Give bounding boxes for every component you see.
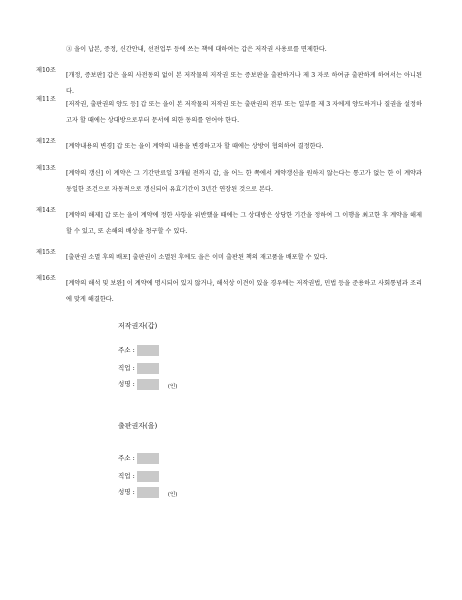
- clause-15: [36, 250, 422, 266]
- clause-text: [출판권 소멸 후의 배포] 출판권이 소멸된 후에도 을은 이미 출판된 책의 재고품을 배포할 수 있다.: [66, 254, 328, 261]
- publisher-name-row: [118, 487, 177, 498]
- clause-12: [36, 139, 422, 155]
- clause-number: 제12조: [36, 138, 56, 145]
- clause-10: [36, 68, 422, 99]
- author-signature-block: [118, 322, 178, 390]
- publisher-occupation-field[interactable]: [137, 471, 159, 482]
- author-occupation-field[interactable]: [137, 363, 159, 374]
- clause-text: [계약의 해석 및 보완] 이 계약에 명시되어 있지 않거나, 해석상 이견이 있을 경우에는 저작권법, 민법 등을 준용하고 사회통념과 조리에 맞게 해결한다.: [66, 280, 422, 303]
- seal-mark: (인): [167, 491, 178, 498]
- publisher-title: 출판권자(을): [118, 422, 158, 430]
- author-address-field[interactable]: [137, 345, 159, 356]
- publisher-name-field[interactable]: [137, 487, 159, 498]
- clause-16: [36, 276, 422, 307]
- publisher-signature-block: [118, 422, 178, 498]
- clause-text: [저작권, 출판권의 양도 등] 갑 또는 을이 본 저작물의 저작권 또는 출판권의 전부 또는 일부를 제 3 자에게 양도하거나 질권을 설정하고자 할 때에는 상대방으로부터 문서에 의한 동의를 얻어야 한다.: [66, 101, 422, 124]
- publisher-address-row: [118, 453, 159, 464]
- name-label: 성명 :: [118, 380, 135, 389]
- occupation-label: 직업 :: [118, 364, 135, 373]
- author-name-field[interactable]: [137, 379, 159, 390]
- clause-9-item-3: ③ 을이 납본, 증정, 신간안내, 선전업무 등에 쓰는 책에 대하여는 갑은 저작권 사용료를 면제한다.: [66, 46, 327, 53]
- clause-text: [계약의 갱신] 이 계약은 그 기간만료일 3개월 전까지 갑, 을 어느 한 쪽에서 계약갱신을 원하지 않는다는 통고가 없는 한 이 계약과 동일한 조건으로 자동적으로 갱신되어 유효기간이 3년간 연장된 것으로 본다.: [66, 170, 422, 193]
- seal-mark: (인): [167, 383, 178, 390]
- clause-number: 제10조: [36, 67, 56, 74]
- address-label: 주소 :: [118, 346, 135, 355]
- clause-number: 제15조: [36, 249, 56, 256]
- publisher-address-field[interactable]: [137, 453, 159, 464]
- clause-number: 제11조: [36, 96, 56, 103]
- name-label: 성명 :: [118, 488, 135, 497]
- author-occupation-row: [118, 363, 159, 374]
- clause-number: 제13조: [36, 165, 56, 172]
- clause-text: [계약의 해제] 갑 또는 을이 계약에 정한 사항을 위반했을 때에는 그 상대방은 상당한 기간을 정하여 그 이행을 최고한 후 계약을 해제할 수 있고, 또 손해의 배상을 청구할 수 있다.: [66, 212, 422, 235]
- occupation-label: 직업 :: [118, 472, 135, 481]
- author-name-row: [118, 379, 177, 390]
- clause-14: [36, 208, 422, 239]
- address-label: 주소 :: [118, 454, 135, 463]
- clause-number: 제16조: [36, 275, 56, 282]
- clause-11: [36, 97, 422, 128]
- clause-number: 제14조: [36, 207, 56, 214]
- author-title: 저작권자(갑): [118, 322, 158, 330]
- author-address-row: [118, 345, 159, 356]
- clause-text: [계약내용의 변경] 갑 또는 을이 계약의 내용을 변경하고자 할 때에는 상방이 협의하여 결정한다.: [66, 143, 324, 150]
- clause-text: [개정, 증보판] 갑은 을의 사전동의 없이 본 저작물의 저작권 또는 증보판을 출판하거나 제 3 자로 하여금 출판하게 하여서는 아니된다.: [66, 72, 422, 95]
- publisher-occupation-row: [118, 471, 159, 482]
- clause-13: [36, 166, 422, 197]
